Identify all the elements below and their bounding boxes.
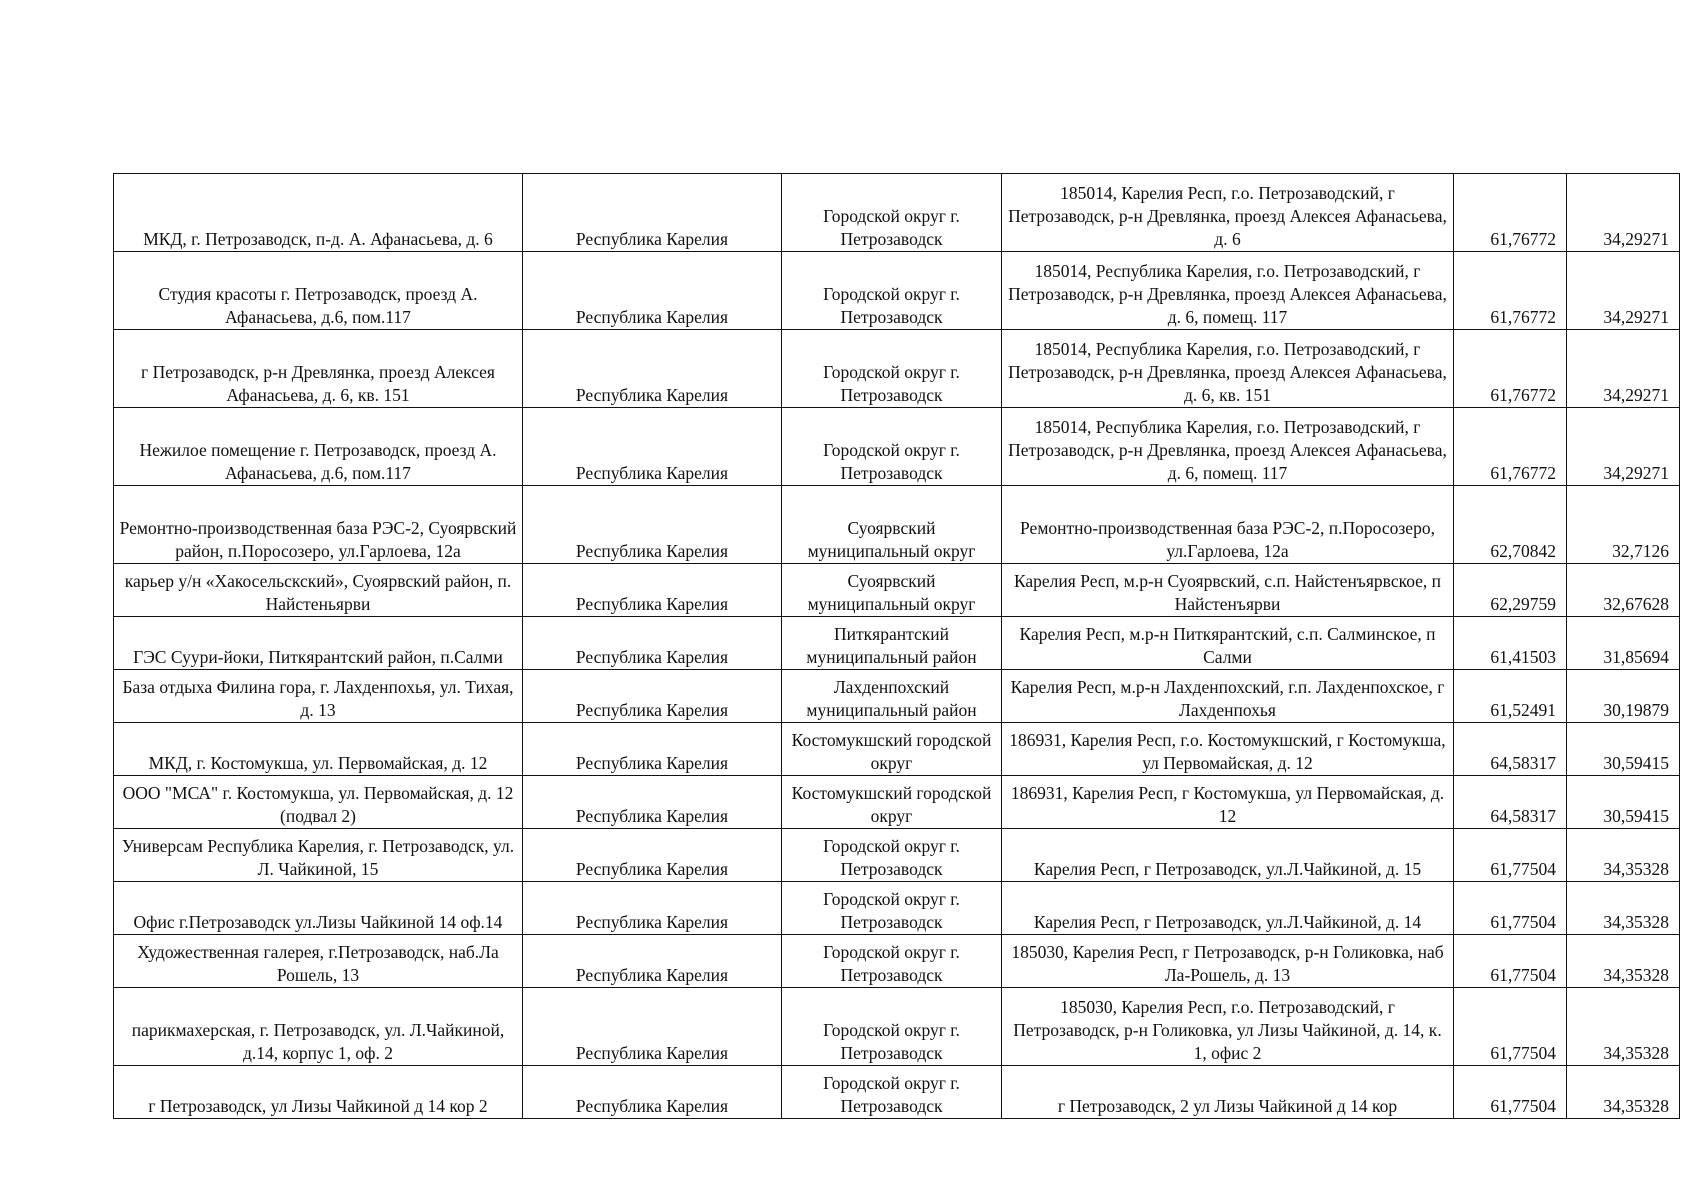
table-row xyxy=(114,988,1680,1066)
address-cell: Карелия Респ, м.р-н Питкярантский, с.п. Салминское, п Салми xyxy=(1002,617,1454,670)
longitude-cell: 32,7126 xyxy=(1567,486,1680,564)
object-name-cell: Универсам Республика Карелия, г. Петрозаводск, ул. Л. Чайкиной, 15 xyxy=(114,829,523,882)
address-cell: 186931, Карелия Респ, г.о. Костомукшский, г Костомукша, ул Первомайская, д. 12 xyxy=(1002,723,1454,776)
region-cell: Республика Карелия xyxy=(523,829,782,882)
object-name-cell: ГЭС Суури-йоки, Питкярантский район, п.Салми xyxy=(114,617,523,670)
table-row xyxy=(114,1066,1680,1119)
table-row xyxy=(114,882,1680,935)
table-row xyxy=(114,330,1680,408)
table-row xyxy=(114,935,1680,988)
municipality-cell: Городской округ г. Петрозаводск xyxy=(782,252,1002,330)
latitude-cell: 61,76772 xyxy=(1454,408,1567,486)
longitude-cell: 34,29271 xyxy=(1567,330,1680,408)
region-cell: Республика Карелия xyxy=(523,617,782,670)
municipality-cell: Городской округ г. Петрозаводск xyxy=(782,174,1002,252)
longitude-cell: 34,35328 xyxy=(1567,882,1680,935)
longitude-cell: 30,59415 xyxy=(1567,723,1680,776)
address-cell: Ремонтно-производственная база РЭС-2, п.Поросозеро, ул.Гарлоева, 12а xyxy=(1002,486,1454,564)
latitude-cell: 61,77504 xyxy=(1454,882,1567,935)
region-cell: Республика Карелия xyxy=(523,330,782,408)
objects-table xyxy=(113,173,1680,1119)
address-cell: 185014, Республика Карелия, г.о. Петрозаводский, г Петрозаводск, р-н Древлянка, проезд Алексея Афанасьева, д. 6, кв. 151 xyxy=(1002,330,1454,408)
longitude-cell: 34,35328 xyxy=(1567,988,1680,1066)
region-cell: Республика Карелия xyxy=(523,935,782,988)
region-cell: Республика Карелия xyxy=(523,486,782,564)
table-row xyxy=(114,252,1680,330)
longitude-cell: 34,29271 xyxy=(1567,408,1680,486)
region-cell: Республика Карелия xyxy=(523,252,782,330)
longitude-cell: 34,35328 xyxy=(1567,1066,1680,1119)
municipality-cell: Костомукшский городской округ xyxy=(782,776,1002,829)
address-cell: Карелия Респ, г Петрозаводск, ул.Л.Чайкиной, д. 15 xyxy=(1002,829,1454,882)
longitude-cell: 30,19879 xyxy=(1567,670,1680,723)
latitude-cell: 64,58317 xyxy=(1454,776,1567,829)
address-cell: Карелия Респ, г Петрозаводск, ул.Л.Чайкиной, д. 14 xyxy=(1002,882,1454,935)
table-row xyxy=(114,408,1680,486)
latitude-cell: 64,58317 xyxy=(1454,723,1567,776)
municipality-cell: Городской округ г. Петрозаводск xyxy=(782,935,1002,988)
region-cell: Республика Карелия xyxy=(523,882,782,935)
municipality-cell: Городской округ г. Петрозаводск xyxy=(782,1066,1002,1119)
object-name-cell: Студия красоты г. Петрозаводск, проезд А. Афанасьева, д.6, пом.117 xyxy=(114,252,523,330)
address-cell: 185014, Республика Карелия, г.о. Петрозаводский, г Петрозаводск, р-н Древлянка, проезд Алексея Афанасьева, д. 6, помещ. 117 xyxy=(1002,252,1454,330)
latitude-cell: 61,76772 xyxy=(1454,252,1567,330)
latitude-cell: 61,52491 xyxy=(1454,670,1567,723)
object-name-cell: Художественная галерея, г.Петрозаводск, наб.Ла Рошель, 13 xyxy=(114,935,523,988)
municipality-cell: Городской округ г. Петрозаводск xyxy=(782,408,1002,486)
address-cell: 186931, Карелия Респ, г Костомукша, ул Первомайская, д. 12 xyxy=(1002,776,1454,829)
object-name-cell: Нежилое помещение г. Петрозаводск, проезд А. Афанасьева, д.6, пом.117 xyxy=(114,408,523,486)
object-name-cell: Ремонтно-производственная база РЭС-2, Суоярвский район, п.Поросозеро, ул.Гарлоева, 12а xyxy=(114,486,523,564)
region-cell: Республика Карелия xyxy=(523,723,782,776)
table-row xyxy=(114,723,1680,776)
table-row xyxy=(114,174,1680,252)
address-cell: 185014, Карелия Респ, г.о. Петрозаводский, г Петрозаводск, р-н Древлянка, проезд Алексея Афанасьева, д. 6 xyxy=(1002,174,1454,252)
object-name-cell: карьер у/н «Хакосельскский», Суоярвский район, п. Найстеньярви xyxy=(114,564,523,617)
table-body xyxy=(114,174,1680,1119)
municipality-cell: Лахденпохский муниципальный район xyxy=(782,670,1002,723)
latitude-cell: 62,29759 xyxy=(1454,564,1567,617)
longitude-cell: 30,59415 xyxy=(1567,776,1680,829)
object-name-cell: г Петрозаводск, р-н Древлянка, проезд Алексея Афанасьева, д. 6, кв. 151 xyxy=(114,330,523,408)
table-row xyxy=(114,617,1680,670)
table-row xyxy=(114,564,1680,617)
region-cell: Республика Карелия xyxy=(523,564,782,617)
region-cell: Республика Карелия xyxy=(523,776,782,829)
object-name-cell: г Петрозаводск, ул Лизы Чайкиной д 14 кор 2 xyxy=(114,1066,523,1119)
object-name-cell: Офис г.Петрозаводск ул.Лизы Чайкиной 14 оф.14 xyxy=(114,882,523,935)
latitude-cell: 61,41503 xyxy=(1454,617,1567,670)
longitude-cell: 34,29271 xyxy=(1567,252,1680,330)
table-row xyxy=(114,670,1680,723)
address-cell: г Петрозаводск, 2 ул Лизы Чайкиной д 14 кор xyxy=(1002,1066,1454,1119)
address-cell: Карелия Респ, м.р-н Лахденпохский, г.п. Лахденпохское, г Лахденпохья xyxy=(1002,670,1454,723)
municipality-cell: Городской округ г. Петрозаводск xyxy=(782,882,1002,935)
municipality-cell: Суоярвский муниципальный округ xyxy=(782,486,1002,564)
longitude-cell: 34,35328 xyxy=(1567,935,1680,988)
region-cell: Республика Карелия xyxy=(523,1066,782,1119)
municipality-cell: Костомукшский городской округ xyxy=(782,723,1002,776)
region-cell: Республика Карелия xyxy=(523,174,782,252)
longitude-cell: 31,85694 xyxy=(1567,617,1680,670)
municipality-cell: Городской округ г. Петрозаводск xyxy=(782,988,1002,1066)
longitude-cell: 32,67628 xyxy=(1567,564,1680,617)
latitude-cell: 62,70842 xyxy=(1454,486,1567,564)
region-cell: Республика Карелия xyxy=(523,670,782,723)
object-name-cell: ООО "МСА" г. Костомукша, ул. Первомайская, д. 12 (подвал 2) xyxy=(114,776,523,829)
latitude-cell: 61,77504 xyxy=(1454,988,1567,1066)
municipality-cell: Питкярантский муниципальный район xyxy=(782,617,1002,670)
object-name-cell: МКД, г. Петрозаводск, п-д. А. Афанасьева, д. 6 xyxy=(114,174,523,252)
longitude-cell: 34,29271 xyxy=(1567,174,1680,252)
object-name-cell: База отдыха Филина гора, г. Лахденпохья, ул. Тихая, д. 13 xyxy=(114,670,523,723)
longitude-cell: 34,35328 xyxy=(1567,829,1680,882)
address-cell: Карелия Респ, м.р-н Суоярвский, с.п. Найстенъярвское, п Найстенъярви xyxy=(1002,564,1454,617)
address-cell: 185030, Карелия Респ, г Петрозаводск, р-н Голиковка, наб Ла-Рошель, д. 13 xyxy=(1002,935,1454,988)
latitude-cell: 61,77504 xyxy=(1454,1066,1567,1119)
latitude-cell: 61,77504 xyxy=(1454,935,1567,988)
address-cell: 185014, Республика Карелия, г.о. Петрозаводский, г Петрозаводск, р-н Древлянка, проезд Алексея Афанасьева, д. 6, помещ. 117 xyxy=(1002,408,1454,486)
latitude-cell: 61,76772 xyxy=(1454,174,1567,252)
table-row xyxy=(114,486,1680,564)
municipality-cell: Городской округ г. Петрозаводск xyxy=(782,829,1002,882)
latitude-cell: 61,76772 xyxy=(1454,330,1567,408)
object-name-cell: МКД, г. Костомукша, ул. Первомайская, д. 12 xyxy=(114,723,523,776)
table-row xyxy=(114,776,1680,829)
table-row xyxy=(114,829,1680,882)
region-cell: Республика Карелия xyxy=(523,408,782,486)
object-name-cell: парикмахерская, г. Петрозаводск, ул. Л.Чайкиной, д.14, корпус 1, оф. 2 xyxy=(114,988,523,1066)
municipality-cell: Городской округ г. Петрозаводск xyxy=(782,330,1002,408)
region-cell: Республика Карелия xyxy=(523,988,782,1066)
latitude-cell: 61,77504 xyxy=(1454,829,1567,882)
municipality-cell: Суоярвский муниципальный округ xyxy=(782,564,1002,617)
address-cell: 185030, Карелия Респ, г.о. Петрозаводский, г Петрозаводск, р-н Голиковка, ул Лизы Чайкиной, д. 14, к. 1, офис 2 xyxy=(1002,988,1454,1066)
